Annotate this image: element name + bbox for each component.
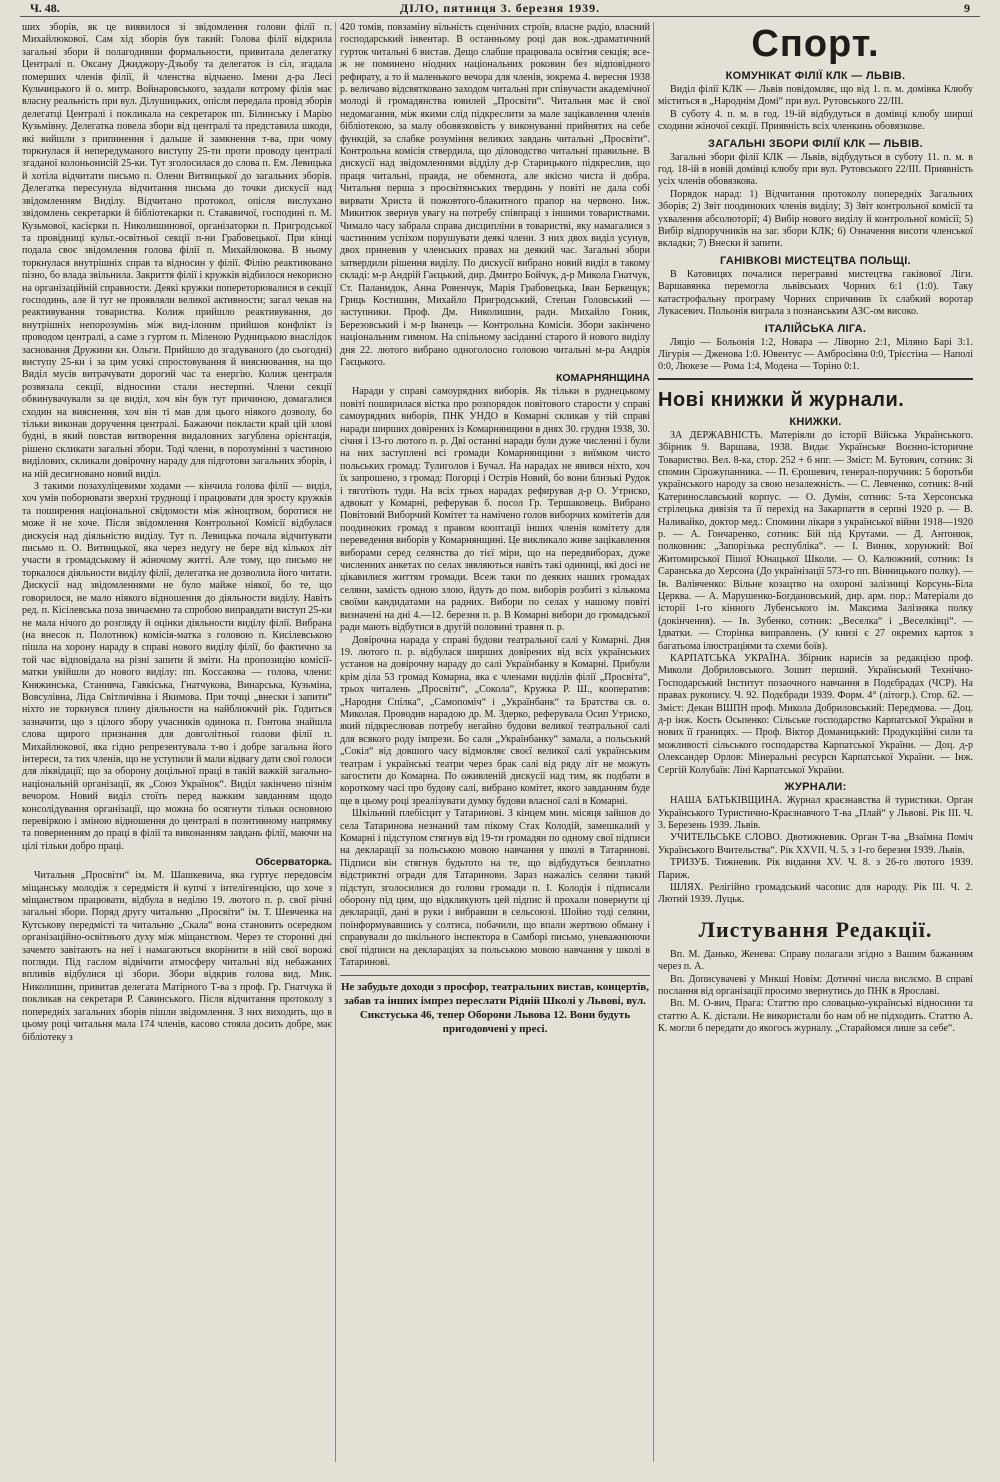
column-left bbox=[22, 22, 332, 1477]
journal-entry: ШЛЯХ. Релігійно громадський часопис для народу. Рік ІІІ. Ч. 2. Лютий 1939. Луцьк. bbox=[658, 881, 973, 906]
masthead bbox=[20, 0, 980, 17]
journal-entry: ТРИЗУБ. Тижневик. Рік видання XV. Ч. 8. з 26-го лютого 1939. Париж. bbox=[658, 857, 973, 881]
letter-entry: Вп. Дописувачеві у Мнкші Новім: Дотичні числа вислємо. В справі послання від організації просимо звернутись до ПНК в Ярославі. bbox=[658, 973, 973, 997]
issue-number: Ч. 48. bbox=[30, 1, 60, 15]
article-heading: КОМУНІКАТ ФІЛІЇ КЛК — ЛЬВІВ. bbox=[725, 70, 906, 82]
article-paragraph: Ляціо — Больонія 1:2, Новара — Ліворно 2:1, Міляно Барі 3:1. Лігурія — Дженова 1:0. Ювентус — Амбросіяна 0:0, Трієстіна — Наполі 0:0, Люкезе — Рома 1:4, Модена — Торіно 0:1. bbox=[658, 336, 973, 373]
journal-entry: НАША БАТЬКІВЩИНА. Журнал краєзнавства й туристики. Орган Українського Туристично-Краєзнавчого Т-ва „Плай“ у Львові. Рік ІІІ. Ч. 3. Березень 1939. Львів. bbox=[658, 795, 973, 831]
byline: Обсерваторка. bbox=[255, 856, 332, 869]
book-entry: ЗА ДЕРЖАВНІСТЬ. Матеріяли до історії Війська Українського. Збірник 9. Варшава, 1938. Видає Українське Воєнно-історичне Товариство. Вел. 8-ка, стор. 252 + 6 нпг. — Зміст: М. Бутович, сотник: Зі спомин Сірожупанника. — П. Єрошевич, генерал-поручник: 5 боротьби українського народу за свою незалежність. — С. Левченко, сотник: 8-ий Катеринославський корпус. — О. Думін, сотник: 5-та Херсонська стрілецька дивізія та її перехід на Закарпаття в серпні 1920 р. — В. Наливайко, доктор мед.: Спомини лікаря з української війни 1918—1920 р. — А. Гончаренко, сотник: Бій під Крутами. — Д. Антонюк, полковник: „Запорізька республіка“. — І. Виник, хорунжий: Вої Житомирської Пішої Юнацької Школи. — О. Калюжний, сотник: Із Саранська до Херсона (До українізації 573-го пп. Вінницького полку). — Ів. Валівченко: Вільне козацтво на охороні залізниці Корсунь-Біла Церква. — А. Марушенко-Богдановський, дир. арм. пор.: Матеріали до історії 1-го кінного Лубенського ім. Максима Залізняка полку (докінчення). — Ів. Зубенко, сотник: „Веселка“ і „Веселківці“. — Ідватки. — Сторінка виправлень. (У книзі є 27 окремих карток з багатьома ілюстраціями та схеми боїв). bbox=[658, 429, 973, 652]
letters-section-title: Листування Редакції. bbox=[698, 916, 933, 942]
article-paragraph: Читальня „Просвіти“ ім. М. Шашкевича, яка гуртує передовсім міщанську молодіж з середмістя й купчі з інтелігенцією, що хоче з міщанством працювати, відбула в неділю 19. лютого п. р. свої річні загальні збори. Поряд другу читальню „Просвіти“ ім. Т. Шевченка на Кутськову передмісті та читальню „Скала“ вона становить осередком організаційно-освітнього духу між міщанством. Через те сторонні дні зачемто завітають на неї і намагаються вкорінити в ній свої ворожі погляди. Під гаслом відвічити атмосферу читальні від небажаних впливів відбулися ці збори. Збори відкрив голова вид. Мик. Николишин, привитав делегата Матірного Т-ва з проф. Гр. Гнатчука й покликав на секретаря Р. Савинського. Після відчитання протоколу з попередніх загальних зборів пішли звідомлення. З них виходить, що в цьому році читальня мала 174 членів, касово стояла досить добре, має бібліотеку з bbox=[22, 870, 332, 1043]
article-heading: ЗАГАЛЬНІ ЗБОРИ ФІЛІЇ КЛК — ЛЬВІВ. bbox=[708, 137, 923, 150]
article-paragraph: В суботу 4. п. м. в год. 19-ій відбудуться в домівці клюбу ширші сходини жіночої секції. Приявність всіх членкинь обовязкове. bbox=[658, 108, 973, 133]
article-heading: ЖУРНАЛИ: bbox=[784, 781, 847, 794]
divider bbox=[658, 378, 973, 380]
journal-entry: УЧИТЕЛЬСЬКЕ СЛОВО. Двотижневик. Орган Т-ва „Взаїмна Поміч Українського Вчительства“. Рік XXVII. Ч. 5. з 1-го березня 1939. Львів. bbox=[658, 832, 973, 856]
section-heading: КОМАРНЯНЩИНА bbox=[555, 372, 650, 385]
book-entry: КАРПАТСЬКА УКРАЇНА. Збірник нарисів за редакцією проф. Миколи Добриловського. Зошит перший. Український Технічно-Господарський Інститут позаочного навчання в Подєбрадах (ЧСР). На правах рукопису. Ч. 92. Подєбради 1939. Форм. 4° (літогр.). Стор. 62. — Зміст: Декан ВШПН проф. Микола Добриловський: Передмова. — Доц. д-р інж. Кость Осьпенко: Сільське господарство Карпатської України в нових її границях. — Проф. Віктор Доманицький: Продукційні сили та можливості сільського господарства Карпатської України. — Доц. д-р Олександер Орлов: Мінеральні ресурси Карпатської України. — Інж. Сергій Колубаїв: Ліні Карпатської України. bbox=[658, 653, 973, 776]
letter-entry: Вп. М. Данько, Женева: Справу полагали згідно з Вашим бажанням через п. А. bbox=[658, 948, 973, 973]
notice-text: Не забудьте доходи з просфор, театральних вистав, концертів, забав та інших імпрез переслати Рідній Школі у Львові, вул. Сикстуська 46, тепер Оборони Львова 12. Вони будуть пригодовчені у пресі. bbox=[341, 981, 649, 1036]
article-heading: ГАНІВКОВІ МИСТЕЦТВА ПОЛЬЩІ. bbox=[720, 254, 911, 267]
column-rule bbox=[653, 22, 654, 1462]
column-middle bbox=[340, 22, 650, 1477]
notice-box bbox=[340, 975, 650, 1036]
letter-entry: Вп. М. О-вич, Прага: Статтю про словацько-українські відносини та статтю А. К. дістали. Не використали бо нам об не підходить. Статтю А. К. могли б передати до якогось журналу. „Старайомся лише за себе“. bbox=[658, 998, 973, 1035]
article-paragraph: Довірочна нарада у справі будови театральної салі у Комарні. Дня 19. лютого п. р. відбулася ширших довірених від всіх українських установ на довірочну нараду до салі Українбанку в Комарні. Прибули крім діла 53 громад Комарна, яка є членами виділів філії „Просвіта“, трьох читалень „Просвіти“, „Сокола“, Кружка Р. Ш., кооператив: „Народня Спілка“, „Самопоміч“ і „Українбанк“ та Братства св. о. Миколая. Проводив нарадою др. М. Здерко, реферувала Осип Утриско, який підкреслював потребу негайно будови великої театральної салі для всякого роду імпрези. Бо саля „Українбанку“ замала, а польський „Сокіл“ від довшого часу відмовляє своєї великої салі українським театрам і українські театри через брак салі від ряду літ не можуть загостити до Комарна. По оживленій дискусії над тим, як подбати в короткому часі про будову салі, вибрано комітет, якого завданням буде ще в цьому році зреалізувати думку будови власної салі в Комарні. bbox=[340, 634, 650, 807]
page-number: 9 bbox=[964, 1, 970, 15]
article-paragraph: ших зборів, як це виявилося зі звідомлення голови філії п. Михайлюкової. Сам хід зборів був такий: Голова філії відкрила загальні збори й полагодивши формальности, привитала делегатку Централі п. Оксану Джиджору-Дзьобу та делегаток із сіл, згадала померших членів філії, й членства відчаено. Імени д-ра Лесі Кульчицького й о. митр. Войнаровського, заздали котрому філія має власну реальність при вул. Ділушицьких, опісля передала провід зборів делегатці Централі і покликала на секретарок пп. Білинську і Марію Кузьмівну. Делегатка повела збори від централі та представила шкоди, які вийшли з припинення і дальше й замкнення т-ва, при чому торкнулася й непередуманого виступу 25-ти проти проводу централі згаданої колоньонисій 25-ки. Тут зголосилася до слова п. Ем. Левицька й хотіла відчитати письмо п. Олени Витвицької до загальних зборів. Делегатка пересунула відчитання письма до точки дискусії над звідомленням Виділу. Відчитано протокол, опісля вислухано звідомлень секретарки й бібліотекарки п. Стававичої, господині п. М. Кузьмової, касієрки п. Николишинової, організаторки п. Пригродської та провідниці культ.-освітньої секції п-ни Грабовецької. При кінці подала своє звідомлення голова філії п. Михайлюкова. В ньому торкнулася внутрішніх справ та відносин у філії. Філію реактивовано пізно, бо влада звільнила. Закриття філії і кружків відбилося некорисно на організаційній справности. Деякі кружки попереторювалися в секції господинь, але й тут не проявляли великої активности; загал чекав на реактивування товариства. Колиж прийшло реактивування, до внутрішніх непорозумінь між вид-ілоним прийшов конфлікт із проводом централі, а саме з гуртом п. Міленою Рудницькою внаслідок засновання Дружини кн. Ольги. Прийшло до згадуваного (до сьогодні) виступу 25-ки і за цим усякі спростовування й вияснювання, на що Виділ мусів витрачувати дорогий час та енергію. Колиж централя розвязала секції, відносини стали нестерпні. Члени секції обвинувачували за це виділ, хоч він був тут причиною, домагалися сходин на вияснення, хоч він ті мав для цього ніякого дозволу, бо тільки виконав доручення централі. Бажаючи покласти край цій злові будні, в який повстав витворення видаловних загублена орієнтація, рішено скликати загальні збори. Тоді члени, в порозумінні з частиною виділових, скликали довірочну нараду для підготови загальних зборів, і на ній десигновано новий виділ. bbox=[22, 22, 332, 480]
article-paragraph: З такими позахуліцевими ходами — кінчила голова філії — виділ, хоч умів поборювати зверхні труднощі і працювати для зросту кружків та поширення національної свідомости між жіноцтвом, боротися не може й не хоче. Після звідомлення Контрольної Комісії відбулася дискусія над діяльністю виділу. Тут п. Левицька почала відчитувати письмо п. О. Витвицької, яка через недугу не бере від кількох літ участи в громадському й жіночому житті. Але тому, що письмо не торкалося діяльности виділу філії, делегатка не дозволила його читати. Дискусії над звідомленнями не було майже ніякої, бо те, що говорилося, не мало ніякого відношення до діяльности виділу. Навіть ред. п. Кісілевська поза звичаємно та спробою виправдати виступ 25-ки не мала нічого до розгляду й оцінки діяльности виділу філії. Вибрана (на внесок п. Полотнюк) комісія-матка з головою п. Кисілевською пішла на хорону нараду в справі нового виділу філії, бо фактично за той час відповідала на різні запити й зміти. На пропозицію комісії-матки увійшли до нового виділу: пп. Коссакова — голова, члени: Княжинська, Станивча, Гавкіська, Гнатчукова, Винарська, Кузьміна, Вовсулівна, Ліда Світличівна і Якимова. При точці „внески і запити“ ніхто не торкнувся плину діяльности на найближчий рік. Годиться зазначити, що з цілого збору учасників одинока п. Гонтова знайшла слова щирого признання для довголітньої голови філії п. Михайлюкової, яка гідно репрезентувала т-во і добре загальна його інтереси, та тих членів, що не уступили й мали відвагу дати свої голоси для ліквідації; що за оборону доцільної праці в такій важкій загально-національній організації, як „Союз Українок“. Виділ закінчено пізнім вечором. Новий виділ стоїть перед важким завданням щодо консолідування організації, що можна бо осягнути тільки основною перевіркою і зміною відношення до централі в позитивному напрямку та поверненням до праці в філії та виконанням завдань філії, маючи на цілі тільки добро праці. bbox=[22, 481, 332, 852]
article-paragraph: Загальні збори філії КЛК — Львів, відбудуться в суботу 11. п. м. в год. 18-ій в новій домівці клюбу при вул. Рутовського 22/ІІІ. Приявність усіх членів обовязкова. bbox=[658, 151, 973, 188]
article-paragraph: Шкільний плебісцит у Татаринові. З кінцем мин. місяця зайшов до села Татаринова незнаний там пікому Стах Колодій, замешкалий у Комарні і підступом стягнув від 19-ти громадян по одному свої підписи на декларації за польською мовою навчання у школі в Татаринові. Підписи він стягнув будьтото на те, що відбудуться безплатно відстриктні огради для Татаринови. Зараз нажалісь селяни такий підступ, зголосилися до голови громади п. І. Колодія і підписали оборону під цим, що відкликують цей підпис й прохали повернути ці декларації, дані в руки і вибравши в сельсоюзі. Шойно тоді селяни, поінформувавшись у солтиса, побачили, що впали жертвою обману і справували до шкільного інспектора в Самборі письмо, уневажнюючи свої підписи на деклараціях за польською мовою навчання у школі в Татаринові. bbox=[340, 808, 650, 969]
article-paragraph: Виділ філії КЛК — Львів повідомляє, що від 1. п. м. домівка Клюбу міститься в „Народнім Домі“ при вул. Рутовського 22/ІІІ. bbox=[658, 84, 973, 108]
article-paragraph: Порядок нарад: 1) Відчитання протоколу попередніх Загальних Зборів; 2) Звіт поодиноких членів виділу; 3) Звіт контрольної комісії та ухвалення абсолюторії; 4) Вибір нового виділу й контрольної комісії; 5) Вибір відпоручників на заг. збори КЛК; 6) Означення висоти членської вкладки; 7) Внески й запити. bbox=[658, 188, 973, 250]
sport-section-title: Спорт. bbox=[751, 23, 880, 65]
article-paragraph: 420 томів, повзаміну вільність сценічних строїв, власне радіо, власний господарський інвентар. В останньому році дав вок.-драматичний гурток читальні 6 вистав. Дещо слабше працювала освітня секція; все-ж не поминено ніодних національних роковин без відповідного рефирату, а то й маленького вечора для членів, зокрема 4. вересня 1938 р. величаво відсвятковано заходом читальні при співучасти академічної молоді й громадянства ювилей „Просвіти“. Читальня має й свої недомагання, між якими слід підкреслити за мале зацікавлення членів бібліотекою, за малу обовязковість у виконуванні прийнятих на себе функцій, за слабке розуміння великих завдань читальні „Просвіти“. Контрольна комісія ствердила, що діловодство читальні правильне. В дискусії над звідомленнями відділу д-р Старицького підкреслив, що праця читальні, правда, не обемнота, але якісно чиста й добра. Читальня перша з просвітянських твердинь у повіті не дала собі вирвати Христа й пожовтого-блакитного прапор на червоно. Інж. Микитюк звернув увагу на потребу співпраці з іншими товариствами. Чимало часу забрала справа дисципліни в товаристві, яку намагалися з частинним успіхом порушувати деякі члени. З них двох виділ усунув, двох приневив у членських правах на деякий час. Загальні збори затвердили рішення виділу. По дискусії вибрано новий виділ в такому складі: м-р Андрій Гаєцький, дир. Дмитро Бойчук, д-р Микола Гнатчук, Ст. Паланидок, Анна Ровенчук, Марія Грабовецька, Іван Беркещук; Гриць Костишин, Михайло Пригродський, Степан Головський — заступники. Проф. Дм. Николишин, радн. Михайло Гоник, Березовський і м-р Іванець — Контрольна Комісія. Збори закінчено національним гимном. На спільному засіданні старого й нового виділу дня 22. лютого вибрано одноголосно головою читальні м-ра Андрія Гаєцького. bbox=[340, 22, 650, 368]
column-rule bbox=[335, 22, 336, 1462]
masthead-title: ДІЛО, пятниця 3. березня 1939. bbox=[400, 1, 601, 15]
article-paragraph: Наради у справі самоурядних виборів. Як тільки в руднецькому повіті поширилася вістка про розпорядок повітового старости у справі самоурядних виборів, ПНК УНДО в Комарні скликав у тій справі наради ширших довірених із Комарнянщини в днях 30. грудня 1938, 30. січня і 13-го лютого п. р. Дві останні наради були дуже численні і були на них заступлені всі громади Комарнянщини з виїмком чисто польських громад: Тулиголов і Бучал. На нарадах не явився ніхто, хоч їх запрошено, з громад: Погорці і Острів Новий, бо вони близькі Рудок і тяготіють туди. На всіх трьох нарадах рефирував д-р О. Утриско, адвокат у Комарні, реферував б. посол Гр. Тершаковець. Вибрано Повітовий Виборчий Комітет та намічено голов виборчих комітетів для поодиноких громад з правом кооптації інших членів комітету для переведення виборів у Комарнянщині. Це викликало живе зацікавлення виборами серед селянства до тієї міри, що на передвиборах, дуже численних анкетах по селах зявляються навіть такі одиниці, які досі не цікавилися життям громади. Всеж таки по деяких наших громадах селяни, замість одною злою, йдуть до пом. виборів розбиті з кількома своїми кандидатами на радних. Вибори по селах у нашому повіті визначені на дні 4.—12. березня п. р. В Комарні вибори до громадської ради мають відбутися в другій половині травня п. р. bbox=[340, 386, 650, 634]
article-heading: КНИЖКИ. bbox=[789, 415, 842, 428]
column-right bbox=[658, 22, 973, 1477]
books-section-title: Нові книжки й журнали. bbox=[658, 388, 905, 411]
article-heading: ІТАЛІЙСЬКА ЛІГА. bbox=[764, 322, 867, 335]
article-paragraph: В Катовицях почалися перегравні мистецтва гаківової Ліги. Варшавянка перемогла львівських Чорних 6:1 (1:0). Таку катастрофальну програму Чорних спричинив їх слабкий воротар Лукасевич. Польонія виграла з познанським АЗС-ом високо. bbox=[658, 268, 973, 318]
